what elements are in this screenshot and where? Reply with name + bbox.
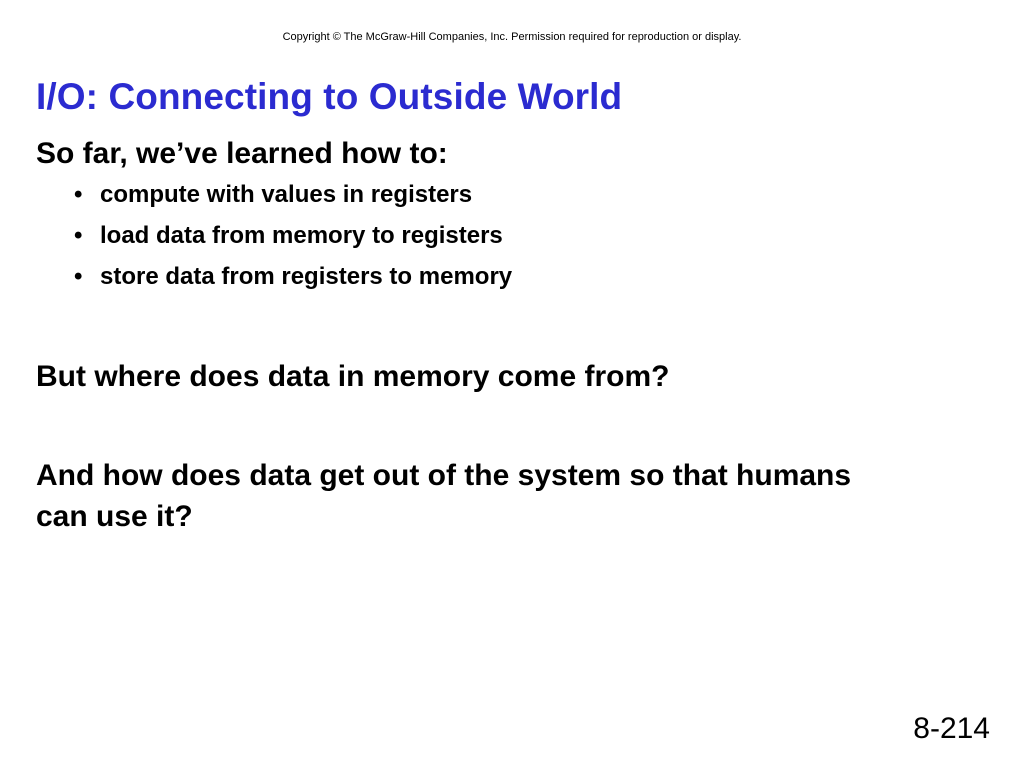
slide-number: 8-214 (913, 712, 990, 745)
question-data-output: And how does data get out of the system so that humans can use it? (36, 459, 852, 533)
intro-text: So far, we’ve learned how to: (36, 137, 448, 170)
bullet-icon: • (74, 263, 83, 290)
bullet-item (74, 263, 512, 304)
bullet-list (74, 181, 512, 304)
bullet-text: compute with values in registers (100, 181, 473, 208)
question-memory-source: But where does data in memory come from? (36, 360, 670, 393)
bullet-text: store data from registers to memory (100, 263, 513, 290)
slide-title: I/O: Connecting to Outside World (36, 76, 623, 117)
copyright-notice: Copyright © The McGraw-Hill Companies, Inc. Permission required for reproduction or display. (282, 31, 742, 43)
bullet-item (74, 222, 512, 263)
bullet-text: load data from memory to registers (100, 222, 503, 249)
bullet-item (74, 181, 512, 222)
bullet-icon: • (74, 222, 83, 249)
bullet-icon: • (74, 181, 83, 208)
